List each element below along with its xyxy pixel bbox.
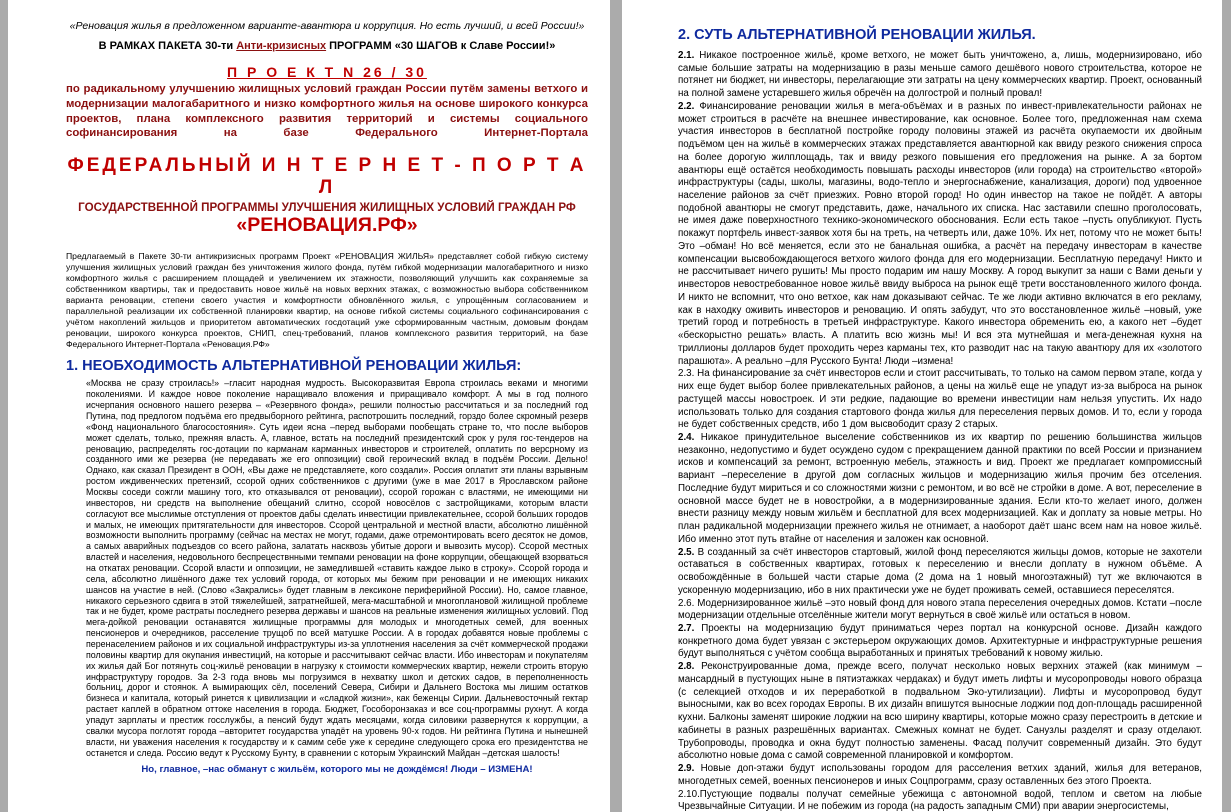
section-2-body: [678, 50, 1202, 812]
item-text: Новые доп-этажи будут использованы городом для расселения ветхих зданий, жилья для ветеранов, многодетных семей, военных пенсионеров и иных Соцпрограмм, сразу оставленных без этого Проекта.: [678, 763, 1202, 787]
section-1-body: «Москва не сразу строилась!» –гласит народная мудрость. Высокоразвитая Европа строилась веками и многими поколениями. И каждое новое поколение наращивало вложения и приращивало комфорт. А мы в год полного исчерпания основного нашего резерва – «Резервного фонда», решили полностью рассчитаться и за последний год Путина, под предлогом подъёма его предвыборного рейтинга, распотрошить последний, горздо более скромный резерв «Фонд национального благосостояния». Суть идеи ясна –перед выборами пообещать стране то, что после выборов может сделать, только, прежняя власть. А, главное, встать на последний президентский срок у руля гос-тендеров на реновацию, распределять гос-дотации по карманам карманных инвесторов и строителей, оплатить по версрному из созданного ими же резерва (не передавать же его оппозиции) свой героический вклад в подъём России. Дельно! Однако, как сказал Президент в ООН, «Вы даже не представляете, кого создали». Россия оплатит эти планы взрывным ростом иждивенческих претензий, ссорой одних собственников с другими (уже в мае 2017 в Ярославском районе Москвы соседи сожгли машину того, кто отказывался от реновации), ссорой горожан с властями, не имеющими ни инвесторов, ни средств на выполнение обещаний слитно, ссорой новосёлов с застройщиками, которым власти согласуют все мыслимые отступления от проектов дабы сделать инвестиции привлекательнее, ссорой больших городов и малых, не имеющих притягательности для инвесторов. Ссорой центральной и местной власти, абсолютно лишённой возможности выполнить программу (сейчас на местах не могут, годами, даже отремонтировать всего десяток не домов, а самых аварийных подъездов со всего района, залатать насквозь убитые дороги и вывозить мусор). Ссорой местных властей и населения, недовольного беспрецествнными темпами реновации на фоне коррупции, обещающей взорваться на откатах реновации. Ссорой власти и оппозиции, не замедлившей «ставить каждое лыко в строку». Ссорой города и села, абсолютно лишённого даже тех условий города, от которых мы бежим при реновации и не имеющих никаких шансов на участие в ней. (Слово «Закрались» будет главным в лексиконе периферийной России). Но, самое главное, никакого серьезного сдвига в этой тяжелейшей, затратнейшей, мега-масштабной и многоплановой жилищной проблеме так и не будет, кроме растраты последнего резерва державы и шансов на реальные изменения жилищных условий. Под мега-дойкой реновации останавятся жилищные программы для молодых и многодетных семей, для военных пенсионеров и очередников, расселение трущоб по всей матушке России. А в городах добавятся новые проблемы с перенаселением районов и их социальной инфраструктуры из-за уплотнения населения за счёт коммерческой продажи половины квартир для окупания инвестиций, на которые и рассчитывают сейчас власти. Ибо инвесторам и покупателям их жилья дай Бог потянуть соц-жильё реновации в нагрузку к стоимости коммерческих квартир, нежели строить вторую инфраструктуру городов. За 2-3 года вновь мы погрузимся в нехватку школ и детских садов, в переполненность больниц, дорог и стоянок. А вымирающих сёл, поселений Севера, Сибири и Дальнего Востока мы лишим остатков бизнеса и капитала, который ринется к цивилизации и «сладкой жизни», как беженцы Сирии. Дальневосточный гектар растает каплей в обратном оттоке населения в города. Бюджет, Гособоронзаказ и все соц-программы рухнут. А когда упадут зарплаты и престиж госслужбы, а пенсий будут ждать месяцами, когда силовики развернутся к коррупции, а свалки мусора поглотят города –авторитет государства упадёт на уровень 90-х годов. Ни рейтинга Путина и нынешней власти, ни уважения населения к государству и к самим себе уже к середине следующего срока его президентства не останется и следа. Россию ведут к Русскому Бунту, в сравнении с которым Украинский Майдан –детская шалость!: [86, 378, 588, 758]
item-text: Проекты на модернизацию будут приниматься через портал на конкурсной основе. Дизайн каждого конкретного дома будет увязан с экстерьером окружающих домов. Архитектурные и инфраструктурные решения будут выполняться с учётом сообща выработанных и принятых требований к новому жилью.: [678, 622, 1202, 660]
item-text: Финансирование реновации жилья в мега-объёмах и в разных по инвест-привлекательности районах не может строиться в расчёте на внешнее инвестирование, как основное. Более того, предложенная нам схема участия инвесторов в бесплатной постройке городу половины этажей из расчёта окупаемости их двойным подъёмом цен на жильё в коммерческих этажах представляется авантюрной как ввиду резкого снижения спроса на более дорогую жилплощадь, так и ввиду резкого повышения его предложения на рынке. А за бортом авантюры ещё остаётся необходимость повышать расходы инвесторов (или города) на строительство «второй» инфраструктуры (сады, школы, магазины, водо-тепло и энергоснабжение, канализация, дороги) под удвоенное население районов за счёт приезжих. Ровно второй город! Но один инвестор на такое не пойдёт. А авторы подобной авантюры не смогут представить, даже, начального их списка. Нас заставили спешно проголосовать, не имея даже поверхностного технико-экономического обоснования. Если есть такое –пусть опубликуют. Пусть покажут портфель инвест-заявок хотя бы на треть, на четверть или, даже 10%. Их нет, потому что не может быть! Это –обман! Но всё меняется, если это не банальная ошибка, а расчёт на передачу инвесторам в качестве компенсации высвобождающегося ветхого жилого фонда для его модернизации. Бесплатную передачу! Никто и не рассчитывает ничего рушить! Мы просто подарим им нашу Москву. А город выкупит за наши с Вами деньги у инвесторов невостребованное новое жильё ввиду выброса на рынок ещё трети восстановленного жилого фонда. И никто не вспомнит, что оно ветхое, как нам доказывают сейчас. Те же люди активно включатся в его рекламу, как в находку оживить инвесторов и реновацию. И опять забудут, что это восстановленное жильё –новый, уже третий город и потребность в третьей инфраструктуре. Какого инвестора обременить ею, а какого нет –будет «бескорыстно решать» власть. А платить всю жизнь мы! И вся эта мутнейшая и мега-денежная кухня на триллионы долларов будет проходить через карманы тех, кто разводит нас на такую авантюру для их «золотого парашюта». А реально –для Русского Бунта! Люди –измена!: [678, 100, 1202, 367]
intro-paragraph: Предлагаемый в Пакете 30-ти антикризисных программ Проект «РЕНОВАЦИЯ ЖИЛЬЯ» представляет собой гибкую систему улучшения жилищных условий граждан без уничтожения жилого фонда, путём гибкой модернизации малогабаритного и низко комфортного жилья с расширением площадей и увеличением их этажности, позволяющий улучшить как сохраняемые за собственником квартиры, так и предоставить новое жильё на новых верхних этажах, с возможностью выбора собственником варианта реновации, степени своего участия и комфортности обновлённого жилья, с упрощённым согласованием и параллельной реализации их собственной планировки квартир, на основе гибкой системы социального софинансирования с учётом накоплений жильцов и приоритетом автоматических госдотаций уже сформированным частным, домовым фондам реновации, широкого конкурса проектов, СНИП, спец-требований, планов комплексного развития территорий, на базе Федерального Интернет-Портала «Реновация.РФ»: [66, 251, 588, 349]
item-text: На финансирование за счёт инвесторов если и стоит рассчитывать, то только на самом первом этапе, когда у них еще будет выбор более привлекательных районов, а цены на жильё еще не упадут из-за выброса на рынок растущей массы новостроек. И эти редкие, падающие во времени инвестиции нам нельзя упустить. Их надо использовать только для создания стартового фонда жилья для переселения первых домов. И то, если у города не будет собственных средств, ибо 1 дом высвободит сразу 2 старых.: [678, 368, 1202, 431]
item-2-4: [678, 432, 1202, 545]
document-page-left: [8, 0, 610, 812]
closing-statement: Но, главное, –нас обманут с жильём, которого мы не дождёмся! Люди – ИЗМЕНА!: [141, 764, 533, 776]
section-2-title: 2. СУТЬ АЛЬТЕРНАТИВНОЙ РЕНОВАЦИИ ЖИЛЬЯ.: [678, 27, 1036, 43]
package-heading-highlight: Анти-кризисных: [236, 40, 327, 52]
item-number: 2.9.: [678, 763, 695, 775]
item-text: В созданный за счёт инвесторов стартовый, жилой фонд переселяются жильцы домов, которые не захотели оставаться в собственных квартирах, готовых к переселению и внесли доплату в нужном объёме. А освобождённые в большей части старые дома (2 дома на 1 новый многоэтажный) тут же включаются в ускоренную модернизацию, ибо в них практически уже не будет проживать семей, оставшиеся переселятся.: [678, 546, 1202, 596]
item-text: Никакое принудительное выселение собственников из их квартир по решению большинства жильцов незаконно, недопустимо и будет осуждено судом с прекращением данной практики по всей России и признанием исков и компенсаций за ремонт, встроенную мебель, этажность и вид. Проект же предлагает компромиссный вариант –переселение в другой дом согласных жильцов и модернизацию жилья прочим без отселения. Последние будут мириться и со сложностями жизни с ремонтом, и во всё не стройки в доме. А вот, переселение в основной массе будет не в новостройки, а в модернизированные здания. Если кто-то желает иного, должен внести разницу между новым жильём и бесплатной для всех модернизацией. Как и доплату за новые метры. Но план радикальной модернизации прежнего жилья не отнимает, а наоборот даёт шанс всем нам на новое жильё. Ибо именно этот путь втайне от населения и заложен как основной.: [678, 431, 1202, 545]
item-2-2: [678, 101, 1202, 367]
item-2-8: [678, 661, 1202, 761]
item-number: 2.2.: [678, 100, 695, 112]
item-2-7: [678, 623, 1202, 659]
item-number: 2.3.: [678, 368, 695, 380]
portal-title: ФЕДЕРАЛЬНЫЙ И Н Т Е Р Н Е Т - П О Р Т А Л: [67, 155, 587, 199]
renovation-brand-title: «РЕНОВАЦИЯ.РФ»: [236, 214, 418, 237]
item-text: Реконструированные дома, прежде всего, получат несколько новых верхних этажей (как минимум – мансардный в пустующих ныне в пятиэтажках чердаках) и будут иметь лифты и мусоропроводы нового образца (с селекцией отходов и их переработкой в подвальном Эко-утилизации). Лифты и мусоропровод будут выносными, как во всех городах Европы. В их дизайн впишутся выносные лоджии под доп-площадь расширенной кухни. Балконы заменят широкие лоджии на всю ширину квартиры, которые можно сразу перестроить в детские и кабинеты в разных разрешённых вариантах. Смежных комнат не будет. Санузлы разделят и сразу отделают. Трубопроводы, проводка и окна будут полностью заменены. Фасад получит современный дизайн. Это будут абсолютно новые дома с самой современной планировкой и комфортом.: [678, 661, 1202, 762]
item-number: 2.1.: [678, 49, 695, 61]
document-page-right: [622, 0, 1222, 812]
item-2-6: [678, 598, 1202, 622]
package-heading-pre: В РАМКАХ ПАКЕТА 30-ти: [98, 40, 237, 52]
item-number: 2.10.: [678, 788, 700, 800]
package-heading: [66, 40, 588, 52]
item-number: 2.4.: [678, 431, 695, 443]
item-text: Пустующие подвалы получат семейные убежища с автономной водой, теплом и светом на любые Чрезвычайные Ситуации. И не побежим из города (на радость западным СМИ) при аварии энергосистемы,: [678, 788, 1202, 812]
project-description: по радикальному улучшению жилищных условий граждан России путём замены ветхого и модернизации малогабаритного и низко комфортного жилья на основе широкого конкурса проектов, плана комплексного развития территорий и системы социального софинансирования на базе Федерального Интернет-Портала: [66, 83, 588, 140]
section-1-title: 1. НЕОБХОДИМОСТЬ АЛЬТЕРНАТИВНОЙ РЕНОВАЦИИ ЖИЛЬЯ:: [66, 358, 522, 375]
program-subtitle: ГОСУДАРСТВЕННОЙ ПРОГРАММЫ УЛУЧШЕНИЯ ЖИЛИЩНЫХ УСЛОВИЙ ГРАЖДАН РФ: [78, 201, 576, 215]
item-number: 2.5.: [678, 546, 695, 558]
item-number: 2.6.: [678, 597, 695, 609]
item-number: 2.8.: [678, 661, 695, 673]
item-2-3: [678, 368, 1202, 430]
item-text: Модернизированное жильё –это новый фонд для нового этапа переселения очередных домов. Кстати –после модернизации отдельные отселённые жители могут вернуться в своё жильё или остаться в новом.: [678, 597, 1202, 622]
item-2-9: [678, 763, 1202, 787]
project-pitch: «Реновация жилья в предложенном варианте-авантюра и коррупция. Но есть лучший, и всей России!»: [69, 20, 585, 32]
item-2-10: [678, 789, 1202, 812]
item-text: Никакое построенное жильё, кроме ветхого, не может быть уничтожено, а, лишь, модернизировано, ибо самые большие затраты на модернизацию в разы меньше самого дешёвого нового строительства, которое не потянет ни бюджет, ни инвесторы, перелагающие эти затраты на цену коммерческих квартир. Проект, основанный на полной замене устаревшего жилья обречён на долгострой и полный провал!: [678, 49, 1202, 100]
item-2-5: [678, 547, 1202, 596]
project-title: П Р О Е К Т N 26 / 30: [227, 64, 427, 80]
item-number: 2.7.: [678, 622, 695, 634]
package-heading-post: ПРОГРАММ «30 ШАГОВ к Славе России!»: [326, 40, 556, 52]
item-2-1: [678, 50, 1202, 99]
